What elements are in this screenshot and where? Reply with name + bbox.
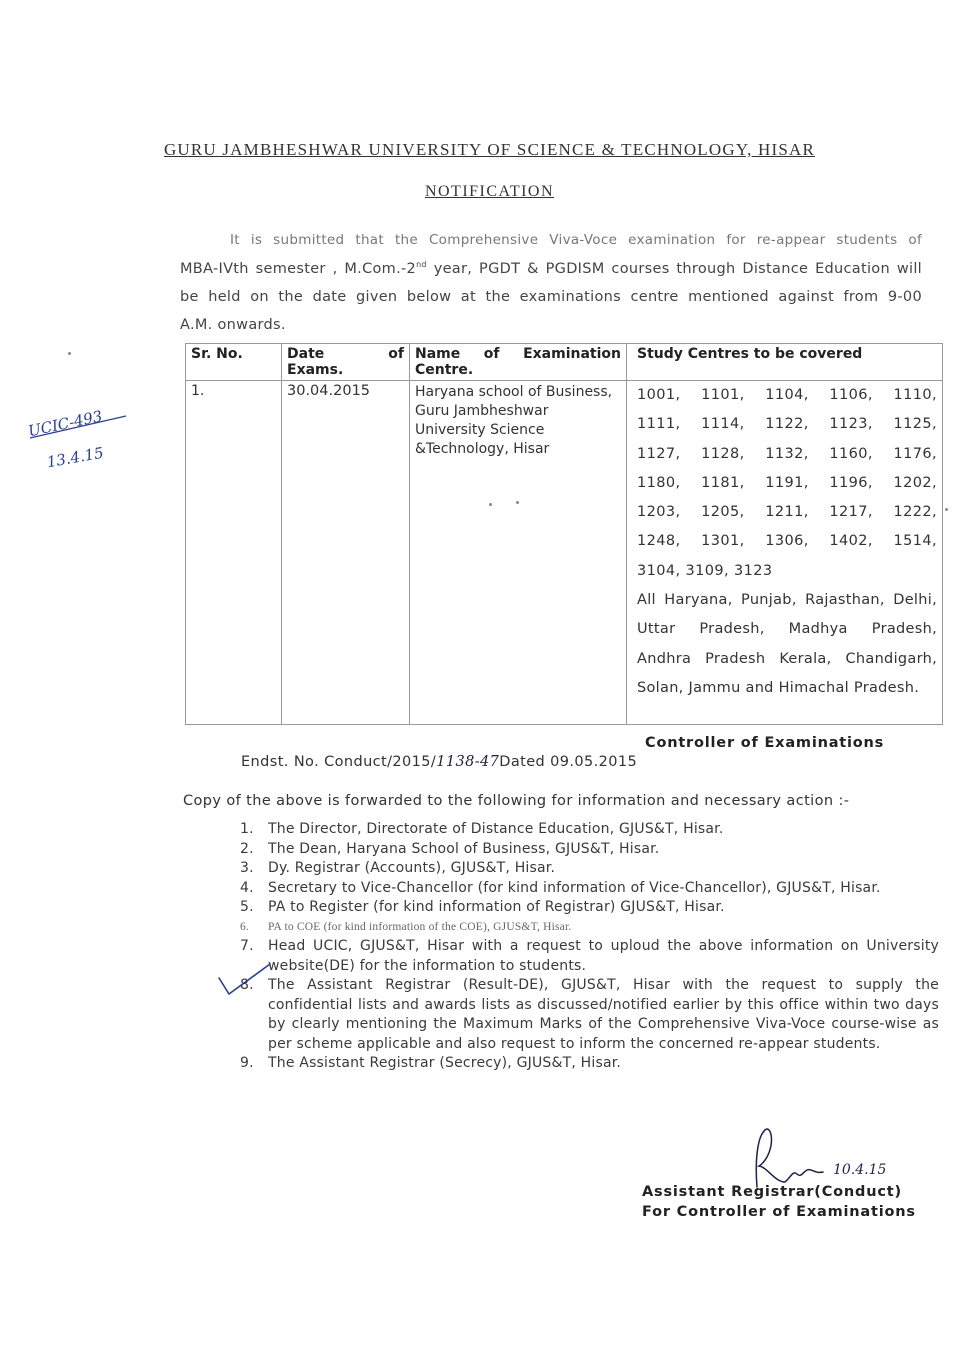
table-header-row — [186, 344, 943, 381]
list-item-text: The Dean, Haryana School of Business, GJUS&T, Hisar. — [268, 840, 660, 857]
margin-note-ref: UCIC-493 — [26, 407, 104, 441]
signature-block — [642, 1182, 916, 1222]
margin-handwritten-note-icon — [18, 404, 148, 474]
table-row — [186, 381, 943, 725]
signatory-title: Assistant Registrar(Conduct) — [642, 1184, 902, 1200]
list-item-text: PA to COE (for kind information of the COE), GJUS&T, Hisar. — [268, 920, 572, 933]
list-item-number: 4. — [240, 879, 254, 896]
list-item-number: 7. — [240, 938, 254, 954]
study-code-line: 1111, 1114, 1122, 1123, 1125, — [637, 416, 937, 433]
scan-speck — [516, 501, 519, 504]
distribution-list — [232, 820, 939, 1074]
list-item-number: 8. — [240, 977, 254, 993]
study-code-line-last: 3104, 3109, 3123 — [637, 562, 773, 579]
list-item-text: The Assistant Registrar (Secrecy), GJUS&T, Hisar. — [268, 1055, 622, 1071]
list-item — [232, 879, 939, 899]
signatory-for: For Controller of Examinations — [642, 1204, 916, 1220]
cell-study-centres — [627, 381, 943, 725]
cell-centre: Haryana school of Business, Guru Jambheshwar University Science &Technology, Hisar — [410, 381, 627, 725]
list-item-text: Dy. Registrar (Accounts), GJUS&T, Hisar. — [268, 860, 556, 876]
margin-note-date: 13.4.15 — [45, 443, 105, 472]
scan-speck — [68, 352, 71, 355]
study-code-line: 1001, 1101, 1104, 1106, 1110, — [637, 387, 937, 403]
header-centre-text: Name of Examination Centre. — [415, 346, 621, 378]
endorsement-prefix: Endst. No. Conduct/2015/ — [241, 754, 437, 770]
exam-schedule-table — [185, 343, 943, 725]
intro-line-1-text: It is submitted that the Comprehensive Viva-Voce examination for re-appear students of — [230, 232, 922, 248]
intro-line-1 — [230, 232, 922, 248]
endorsement-handwritten-number: 1138-47 — [436, 754, 500, 770]
endorsement-date: Dated 09.05.2015 — [499, 754, 638, 770]
header-study-centres: Study Centres to be covered — [627, 344, 943, 381]
study-codes — [637, 381, 937, 586]
study-code-line: 1248, 1301, 1306, 1402, 1514, — [637, 533, 937, 550]
intro-line-4: A.M. onwards. — [180, 317, 286, 333]
list-item-number: 6. — [240, 920, 250, 933]
copy-forwarded-line: Copy of the above is forwarded to the following for information and necessary action :- — [183, 793, 850, 809]
header-sr-no: Sr. No. — [186, 344, 282, 381]
intro-line-2b: year, PGDT & PGDISM courses through Distance Education will — [433, 260, 922, 277]
signature-date: 10.4.15 — [833, 1162, 887, 1178]
scan-speck — [945, 508, 948, 511]
study-code-line: 1180, 1181, 1191, 1196, 1202, — [637, 474, 937, 491]
list-item-number: 1. — [240, 821, 254, 837]
list-item-text: The Assistant Registrar (Result-DE), GJUS&T, Hisar with the request to supply the confidential lists and awards lists as discussed/notified earlier by this office within two days by clearly mentioning the Maximum Marks of the Comprehensive Viva-Voce course-wise as per scheme applicable and also request to inform the concerned re-appear students. — [268, 977, 939, 1052]
scan-speck — [489, 503, 492, 506]
header-date-text: Date of Exams. — [287, 346, 404, 378]
endorsement-number — [241, 754, 637, 770]
intro-line-3-text: be held on the date given below at the examinations centre mentioned against from 9-00 — [180, 289, 922, 305]
list-item-number: 3. — [240, 860, 254, 876]
study-code-line: 1127, 1128, 1132, 1160, 1176, — [637, 445, 937, 462]
intro-line-2-text — [180, 260, 922, 277]
university-title: GURU JAMBHESHWAR UNIVERSITY OF SCIENCE & TECHNOLOGY, HISAR — [163, 140, 816, 159]
notification-title: NOTIFICATION — [424, 183, 555, 200]
intro-line-2 — [180, 260, 922, 277]
study-code-line: 1203, 1205, 1211, 1217, 1222, — [637, 504, 937, 521]
list-item — [232, 840, 939, 860]
list-item-text: Head UCIC, GJUS&T, Hisar with a request to uploud the above information on University website(DE) for the information to students. — [268, 938, 939, 974]
header-date — [282, 344, 410, 381]
cell-date: 30.04.2015 — [282, 381, 410, 725]
list-item — [232, 1054, 939, 1074]
header-centre — [410, 344, 627, 381]
list-item-number: 5. — [240, 899, 254, 915]
list-item — [232, 937, 939, 976]
intro-line-3 — [180, 289, 922, 305]
list-item — [232, 976, 939, 1054]
intro-line-2-sup: nd — [416, 260, 427, 269]
list-item — [232, 918, 939, 938]
study-states: All Haryana, Punjab, Rajasthan, Delhi, Uttar Pradesh, Madhya Pradesh, Andhra Pradesh Kerala, Chandigarh, Solan, Jammu and Himachal Pradesh. — [637, 592, 937, 696]
list-item-number: 2. — [240, 840, 254, 857]
tick-mark-icon — [215, 958, 275, 998]
list-item-text: Secretary to Vice-Chancellor (for kind information of Vice-Chancellor), GJUS&T, Hisar. — [268, 879, 881, 896]
list-item-text: PA to Register (for kind information of Registrar) GJUS&T, Hisar. — [268, 899, 725, 915]
list-item — [232, 820, 939, 840]
cell-sr-no: 1. — [186, 381, 282, 725]
list-item-number: 9. — [240, 1055, 254, 1071]
list-item — [232, 898, 939, 918]
list-item — [232, 859, 939, 879]
controller-of-examinations: Controller of Examinations — [645, 735, 885, 751]
list-item-text: The Director, Directorate of Distance Education, GJUS&T, Hisar. — [268, 821, 724, 837]
intro-line-2a: MBA-IVth semester , M.Com.-2 — [180, 260, 417, 277]
